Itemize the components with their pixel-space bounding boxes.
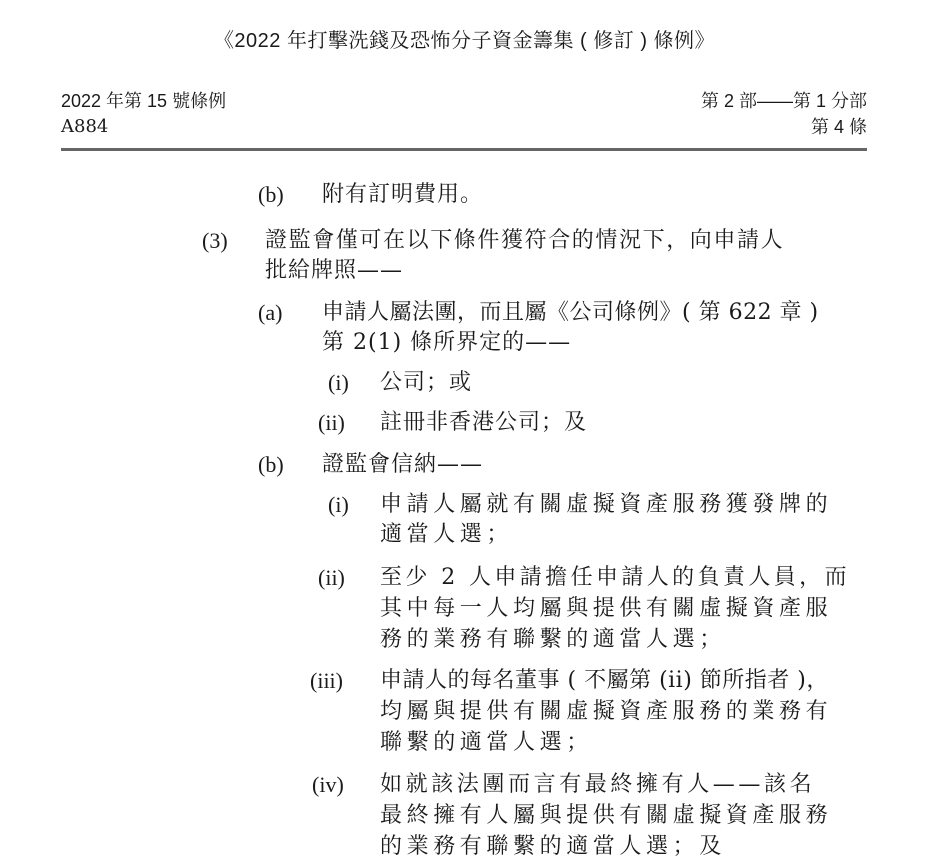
subsection-text: 批給牌照—— [265, 258, 404, 283]
document-title: 《2022 年打擊洗錢及恐怖分子資金籌集 ( 修訂 ) 條例》 [213, 30, 716, 52]
ordinance-number: 2022 年第 15 號條例 [61, 91, 227, 111]
subparagraph-text: 的業務有聯繫的適當人選；及 [380, 834, 726, 859]
subparagraph-text: 如就該法團而言有最終擁有人——該名 [380, 772, 816, 797]
paragraph-label: (b) [258, 452, 284, 477]
header-left [61, 88, 226, 140]
subparagraph-label: (iv) [312, 772, 344, 797]
clause-label: (b) [258, 182, 284, 207]
paragraph-text: 第 2(1) 條所界定的—— [322, 330, 572, 355]
subparagraph-text: 最終擁有人屬與提供有關虛擬資產服務 [380, 803, 833, 828]
paragraph-text: 申請人屬法團，而且屬《公司條例》( 第 622 章 ) [322, 300, 819, 325]
subparagraph-text: 務的業務有聯繫的適當人選； [380, 627, 726, 652]
subparagraph-text: 註冊非香港公司；及 [380, 410, 588, 435]
subparagraph-text: 適當人選； [380, 522, 514, 547]
subparagraph-text: 至少 2 人申請擔任申請人的負責人員，而 [380, 565, 850, 590]
part-division: 第 2 部——第 1 分部 [700, 91, 867, 111]
subparagraph-text: 均屬與提供有關虛擬資產服務的業務有 [380, 699, 833, 724]
subparagraph-label: (iii) [310, 668, 343, 693]
header-right [701, 88, 867, 140]
subsection-text: 證監會僅可在以下條件獲符合的情況下，向申請人 [265, 228, 785, 253]
subparagraph-text: 聯繫的適當人選； [380, 730, 593, 755]
subparagraph-label: (i) [328, 492, 349, 517]
paragraph-text: 證監會信納—— [322, 452, 484, 477]
subparagraph-text: 其中每一人均屬與提供有關虛擬資產服 [380, 596, 833, 621]
header-rule [61, 148, 867, 151]
clause-text: 附有訂明費用。 [322, 182, 484, 207]
subparagraph-label: (ii) [318, 410, 345, 435]
subparagraph-text: 申請人的每名董事 ( 不屬第 (ii) 節所指者 )， [380, 668, 829, 693]
section-number: 第 4 條 [810, 117, 867, 137]
page-number: A884 [61, 116, 109, 137]
subsection-label: (3) [202, 228, 228, 253]
paragraph-label: (a) [258, 300, 283, 325]
subparagraph-label: (i) [328, 370, 349, 395]
subparagraph-label: (ii) [318, 565, 345, 590]
subparagraph-text: 申請人屬就有關虛擬資產服務獲發牌的 [380, 492, 833, 517]
subparagraph-text: 公司；或 [380, 370, 473, 395]
